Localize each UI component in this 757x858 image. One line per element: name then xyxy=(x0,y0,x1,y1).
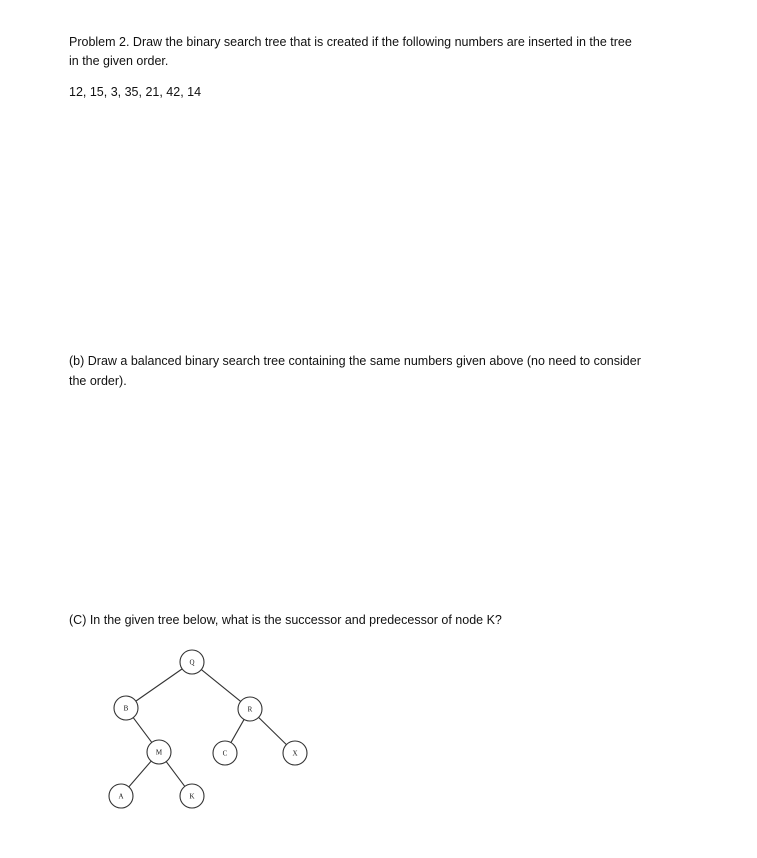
tree-node-label: X xyxy=(292,749,298,758)
part-b-text-line-1: (b) Draw a balanced binary search tree containing the same numbers given above (no need to consider xyxy=(69,354,641,368)
tree-edge-q-r xyxy=(201,670,240,702)
part-c-question: (C) In the given tree below, what is the successor and predecessor of node K? xyxy=(69,613,502,627)
tree-node-r xyxy=(238,697,262,721)
tree-edge-b-m xyxy=(133,718,152,743)
problem-2-text-line-1: Problem 2. Draw the binary search tree that is created if the following numbers are inserted in the tree xyxy=(69,35,632,49)
tree-node-a xyxy=(109,784,133,808)
tree-edge-m-a xyxy=(129,761,151,787)
tree-node-k xyxy=(180,784,204,808)
tree-node-q xyxy=(180,650,204,674)
part-b-text-line-2: the order). xyxy=(69,374,127,388)
tree-node-label: R xyxy=(247,705,253,714)
tree-node-label: Q xyxy=(189,658,195,667)
problem-2-text-line-2: in the given order. xyxy=(69,54,169,68)
tree-node-x xyxy=(283,741,307,765)
tree-node-label: K xyxy=(189,792,195,801)
tree-node-c xyxy=(213,741,237,765)
tree-edge-q-b xyxy=(136,669,182,701)
tree-node-label: M xyxy=(155,748,163,757)
tree-node-label: C xyxy=(222,749,228,758)
number-sequence: 12, 15, 3, 35, 21, 42, 14 xyxy=(69,85,202,99)
tree-edge-r-c xyxy=(231,719,244,742)
tree-node-label: B xyxy=(123,704,129,713)
tree-edge-r-x xyxy=(259,717,287,744)
tree-node-b xyxy=(114,696,138,720)
tree-node-label: A xyxy=(118,792,124,801)
tree-edge-m-k xyxy=(166,762,185,787)
tree-node-m xyxy=(147,740,171,764)
